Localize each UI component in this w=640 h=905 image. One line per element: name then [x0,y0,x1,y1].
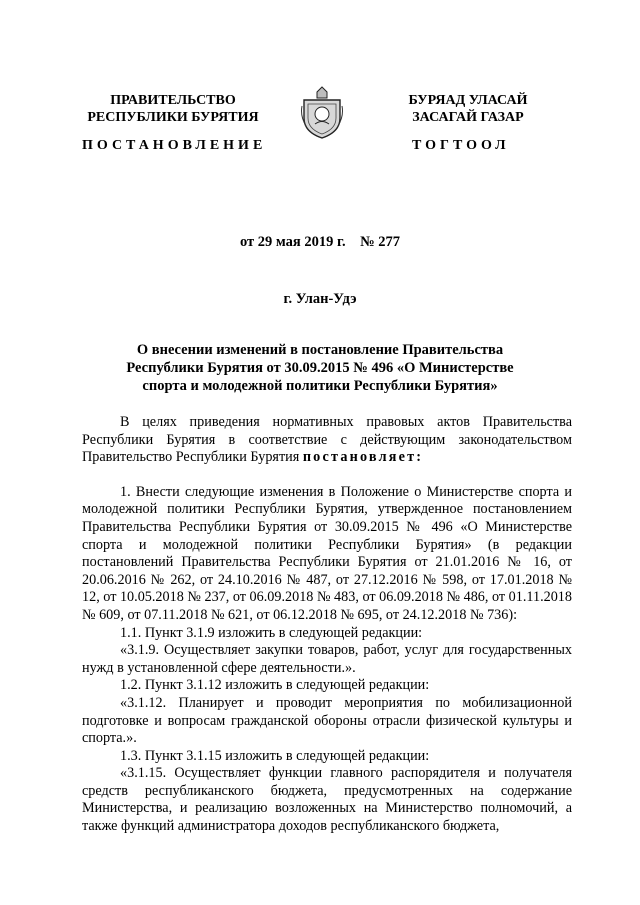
issuer-ru [80,92,266,126]
item-1-3: 1.3. Пункт 3.1.15 изложить в следующей редакции: [120,747,430,764]
title-line-2: Республики Бурятия от 30.09.2015 № 496 «О Министерстве [126,360,514,376]
item-1: 1. Внести следующие изменения в Положение о Министерстве спорта и молодежной политики Республики Бурятия, утвержденное постановлением Правительства Республики Бурятия от 30.09.2015 № 496 «О Министерстве спорта и молодежной политики Республики Бурятия» (в редакции постановлений Правительства Республики Бурятия от 21.01.2016 № 16, от 20.06.2016 № 262, от 24.10.2016 № 487, от 27.12.2016 № 598, от 17.01.2018 № 12, от 10.05.2018 № 237, от 06.09.2018 № 483, от 06.09.2018 № 486, от 01.11.2018 № 609, от 07.11.2018 № 621, от 06.12.2018 № 695, от 24.12.2018 № 736): [82,483,572,623]
coat-of-arms-icon [300,86,344,140]
preamble-keyword: постановляет: [302,449,424,466]
doc-number: № 277 [360,234,401,250]
item-1-1-text: «3.1.9. Осуществляет закупки товаров, работ, услуг для государственных нужд в установленной сфере деятельности.». [82,642,572,676]
doc-type-ru: ПОСТАНОВЛЕНИЕ [82,138,267,153]
city: г. Улан-Удэ [283,291,357,307]
issuer-bua [388,92,548,126]
issuer-bua-line2: ЗАСАГАЙ ГАЗАР [412,110,524,125]
item-1-3-text: «3.1.15. Осуществляет функции главного распорядителя и получателя средств республиканского бюджета, предусмотренных на содержание Министерства, и реализацию возложенных на Министерство полномочий, а также функций администратора доходов республиканского бюджета, [82,765,572,835]
title-line-1: О внесении изменений в постановление Правительства [136,342,504,358]
title-line-3: спорта и молодежной политики Республики Бурятия» [142,378,498,394]
preamble-text: В целях приведения нормативных правовых актов Правительства Республики Бурятия в соответствие с действующим законодательством Правительство Республики Бурятия [82,414,572,466]
doc-type-bua: ТОГТООЛ [412,138,510,153]
issuer-bua-line1: БУРЯАД УЛАСАЙ [408,93,528,108]
item-1-1: 1.1. Пункт 3.1.9 изложить в следующей редакции: [120,624,423,641]
doc-date: от 29 мая 2019 г. [239,234,346,250]
item-1-2: 1.2. Пункт 3.1.12 изложить в следующей редакции: [120,677,430,694]
item-1-2-text: «3.1.12. Планирует и проводит мероприятия по мобилизационной подготовке и вопросам гражданской обороны отрасли физической культуры и спорта.». [82,694,572,747]
document-body [82,414,572,836]
issuer-ru-line1: ПРАВИТЕЛЬСТВО [110,93,236,108]
date-number-line [0,234,640,251]
issuer-ru-line2: РЕСПУБЛИКИ БУРЯТИЯ [87,110,259,125]
preamble [82,414,572,467]
document-title [90,341,550,395]
